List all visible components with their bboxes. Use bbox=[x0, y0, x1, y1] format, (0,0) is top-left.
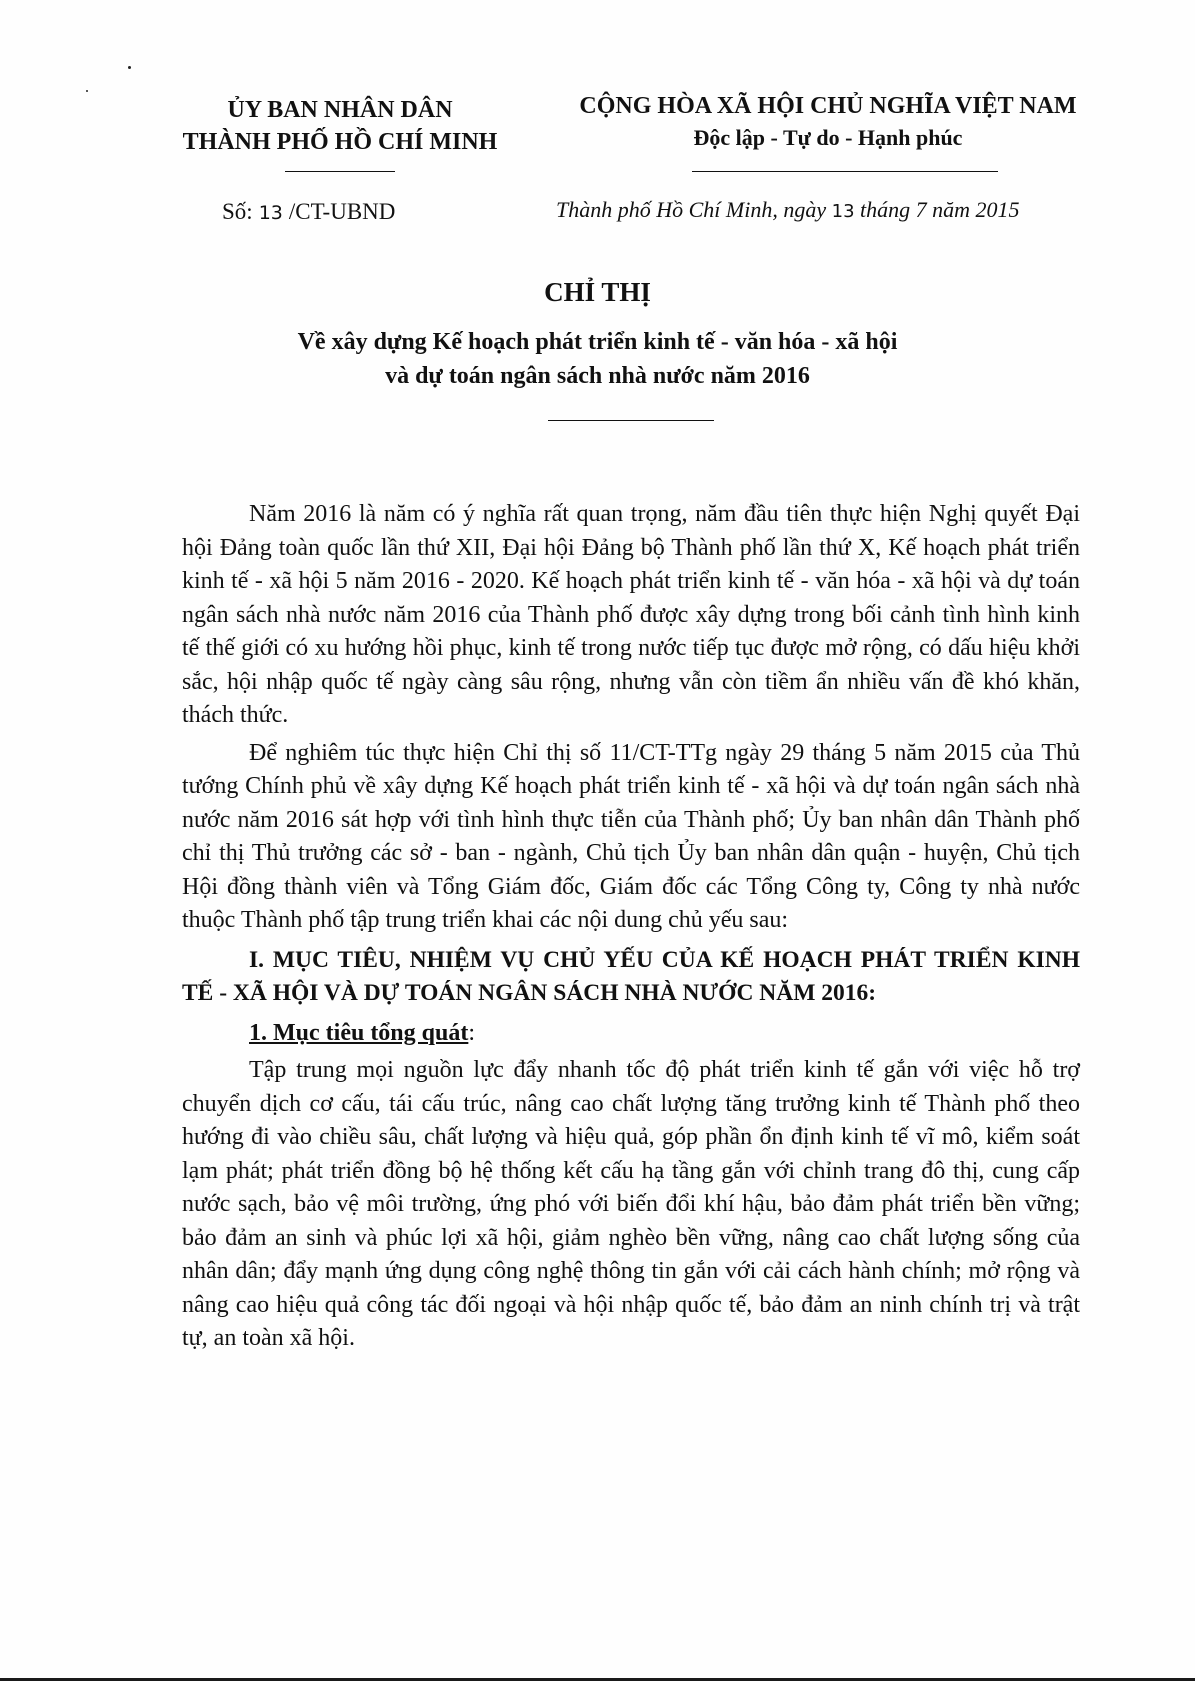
subsection-heading-colon: : bbox=[468, 1019, 476, 1046]
document-number bbox=[222, 199, 395, 225]
document-number-suffix: /CT-UBND bbox=[288, 199, 396, 224]
subject-line-1: Về xây dựng Kế hoạch phát triển kinh tế - văn hóa - xã hội bbox=[297, 329, 898, 355]
body-paragraph: Để nghiêm túc thực hiện Chỉ thị số 11/CT-TTg ngày 29 tháng 5 năm 2015 của Thủ tướng Chính phủ về xây dựng Kế hoạch phát triển kinh tế - xã hội và dự toán ngân sách nhà nước năm 2016 sát hợp với tình hình thực tiễn của Thành phố; Ủy ban nhân dân Thành phố chỉ thị Thủ trưởng các sở - ban - ngành, Chủ tịch Ủy ban nhân dân quận - huyện, Chủ tịch Hội đồng thành viên và Tổng Giám đốc, Giám đốc các Tổng Công ty, Công ty nhà nước thuộc Thành phố tập trung triển khai các nội dung chủ yếu sau: bbox=[182, 739, 1080, 933]
issue-date-after: tháng 7 năm 2015 bbox=[860, 197, 1020, 222]
issuing-authority bbox=[160, 94, 520, 158]
authority-underline bbox=[285, 171, 395, 172]
document-body bbox=[182, 498, 1080, 1360]
issue-date-day: 13 bbox=[831, 201, 855, 222]
document-subject bbox=[0, 325, 1195, 393]
subsection-heading bbox=[182, 1017, 1080, 1051]
issue-date-before: Thành phố Hồ Chí Minh, ngày bbox=[556, 197, 827, 222]
issue-date bbox=[556, 197, 1020, 223]
national-motto: Độc lập - Tự do - Hạnh phúc bbox=[693, 125, 963, 150]
authority-line-1: ỦY BAN NHÂN DÂN bbox=[227, 97, 453, 123]
section-heading: I. MỤC TIÊU, NHIỆM VỤ CHỦ YẾU CỦA KẾ HOẠCH PHÁT TRIỂN KINH TẾ - XÃ HỘI VÀ DỰ TOÁN NGÂN SÁCH NHÀ NƯỚC NĂM 2016: bbox=[182, 946, 1080, 1006]
authority-line-2: THÀNH PHỐ HỒ CHÍ MINH bbox=[182, 129, 498, 155]
document-number-value: 13 bbox=[258, 202, 283, 224]
title-underline bbox=[548, 420, 714, 421]
national-name: CỘNG HÒA XÃ HỘI CHỦ NGHĨA VIỆT NAM bbox=[579, 93, 1077, 119]
motto-underline bbox=[692, 171, 998, 172]
document-number-prefix: Số: bbox=[222, 199, 253, 224]
document-title: CHỈ THỊ bbox=[544, 277, 651, 307]
body-paragraph: Năm 2016 là năm có ý nghĩa rất quan trọng, năm đầu tiên thực hiện Nghị quyết Đại hội Đảng toàn quốc lần thứ XII, Đại hội Đảng bộ Thành phố lần thứ X, Kế hoạch phát triển kinh tế - xã hội 5 năm 2016 - 2020. Kế hoạch phát triển kinh tế - văn hóa - xã hội và dự toán ngân sách nhà nước năm 2016 của Thành phố được xây dựng trong bối cảnh tình hình kinh tế thế giới có xu hướng hồi phục, kinh tế trong nước tiếp tục được mở rộng, có dấu hiệu khởi sắc, hội nhập quốc tế ngày càng sâu rộng, nhưng vẫn còn tiềm ẩn nhiều vấn đề khó khăn, thách thức. bbox=[182, 501, 1080, 728]
scan-speck bbox=[86, 90, 88, 92]
subject-line-2: và dự toán ngân sách nhà nước năm 2016 bbox=[385, 363, 810, 389]
national-heading bbox=[548, 90, 1108, 154]
body-paragraph: Tập trung mọi nguồn lực đẩy nhanh tốc độ phát triển kinh tế gắn với việc hỗ trợ chuyển dịch cơ cấu, tái cấu trúc, nâng cao chất lượng tăng trưởng kinh tế Thành phố theo hướng đi vào chiều sâu, chất lượng và hiệu quả, góp phần ổn định kinh tế vĩ mô, kiểm soát lạm phát; phát triển đồng bộ hệ thống kết cấu hạ tầng gắn với chỉnh trang đô thị, cung cấp nước sạch, bảo vệ môi trường, ứng phó với biến đổi khí hậu, bảo đảm phát triển bền vững; bảo đảm an sinh và phúc lợi xã hội, giảm nghèo bền vững, nâng cao chất lượng sống của nhân dân; đẩy mạnh ứng dụng công nghệ thông tin gắn với cải cách hành chính; mở rộng và nâng cao hiệu quả công tác đối ngoại và hội nhập quốc tế, bảo đảm an ninh chính trị và trật tự, an toàn xã hội. bbox=[182, 1057, 1080, 1351]
subsection-heading-text: 1. Mục tiêu tổng quát bbox=[249, 1019, 469, 1046]
scan-speck bbox=[128, 66, 131, 69]
